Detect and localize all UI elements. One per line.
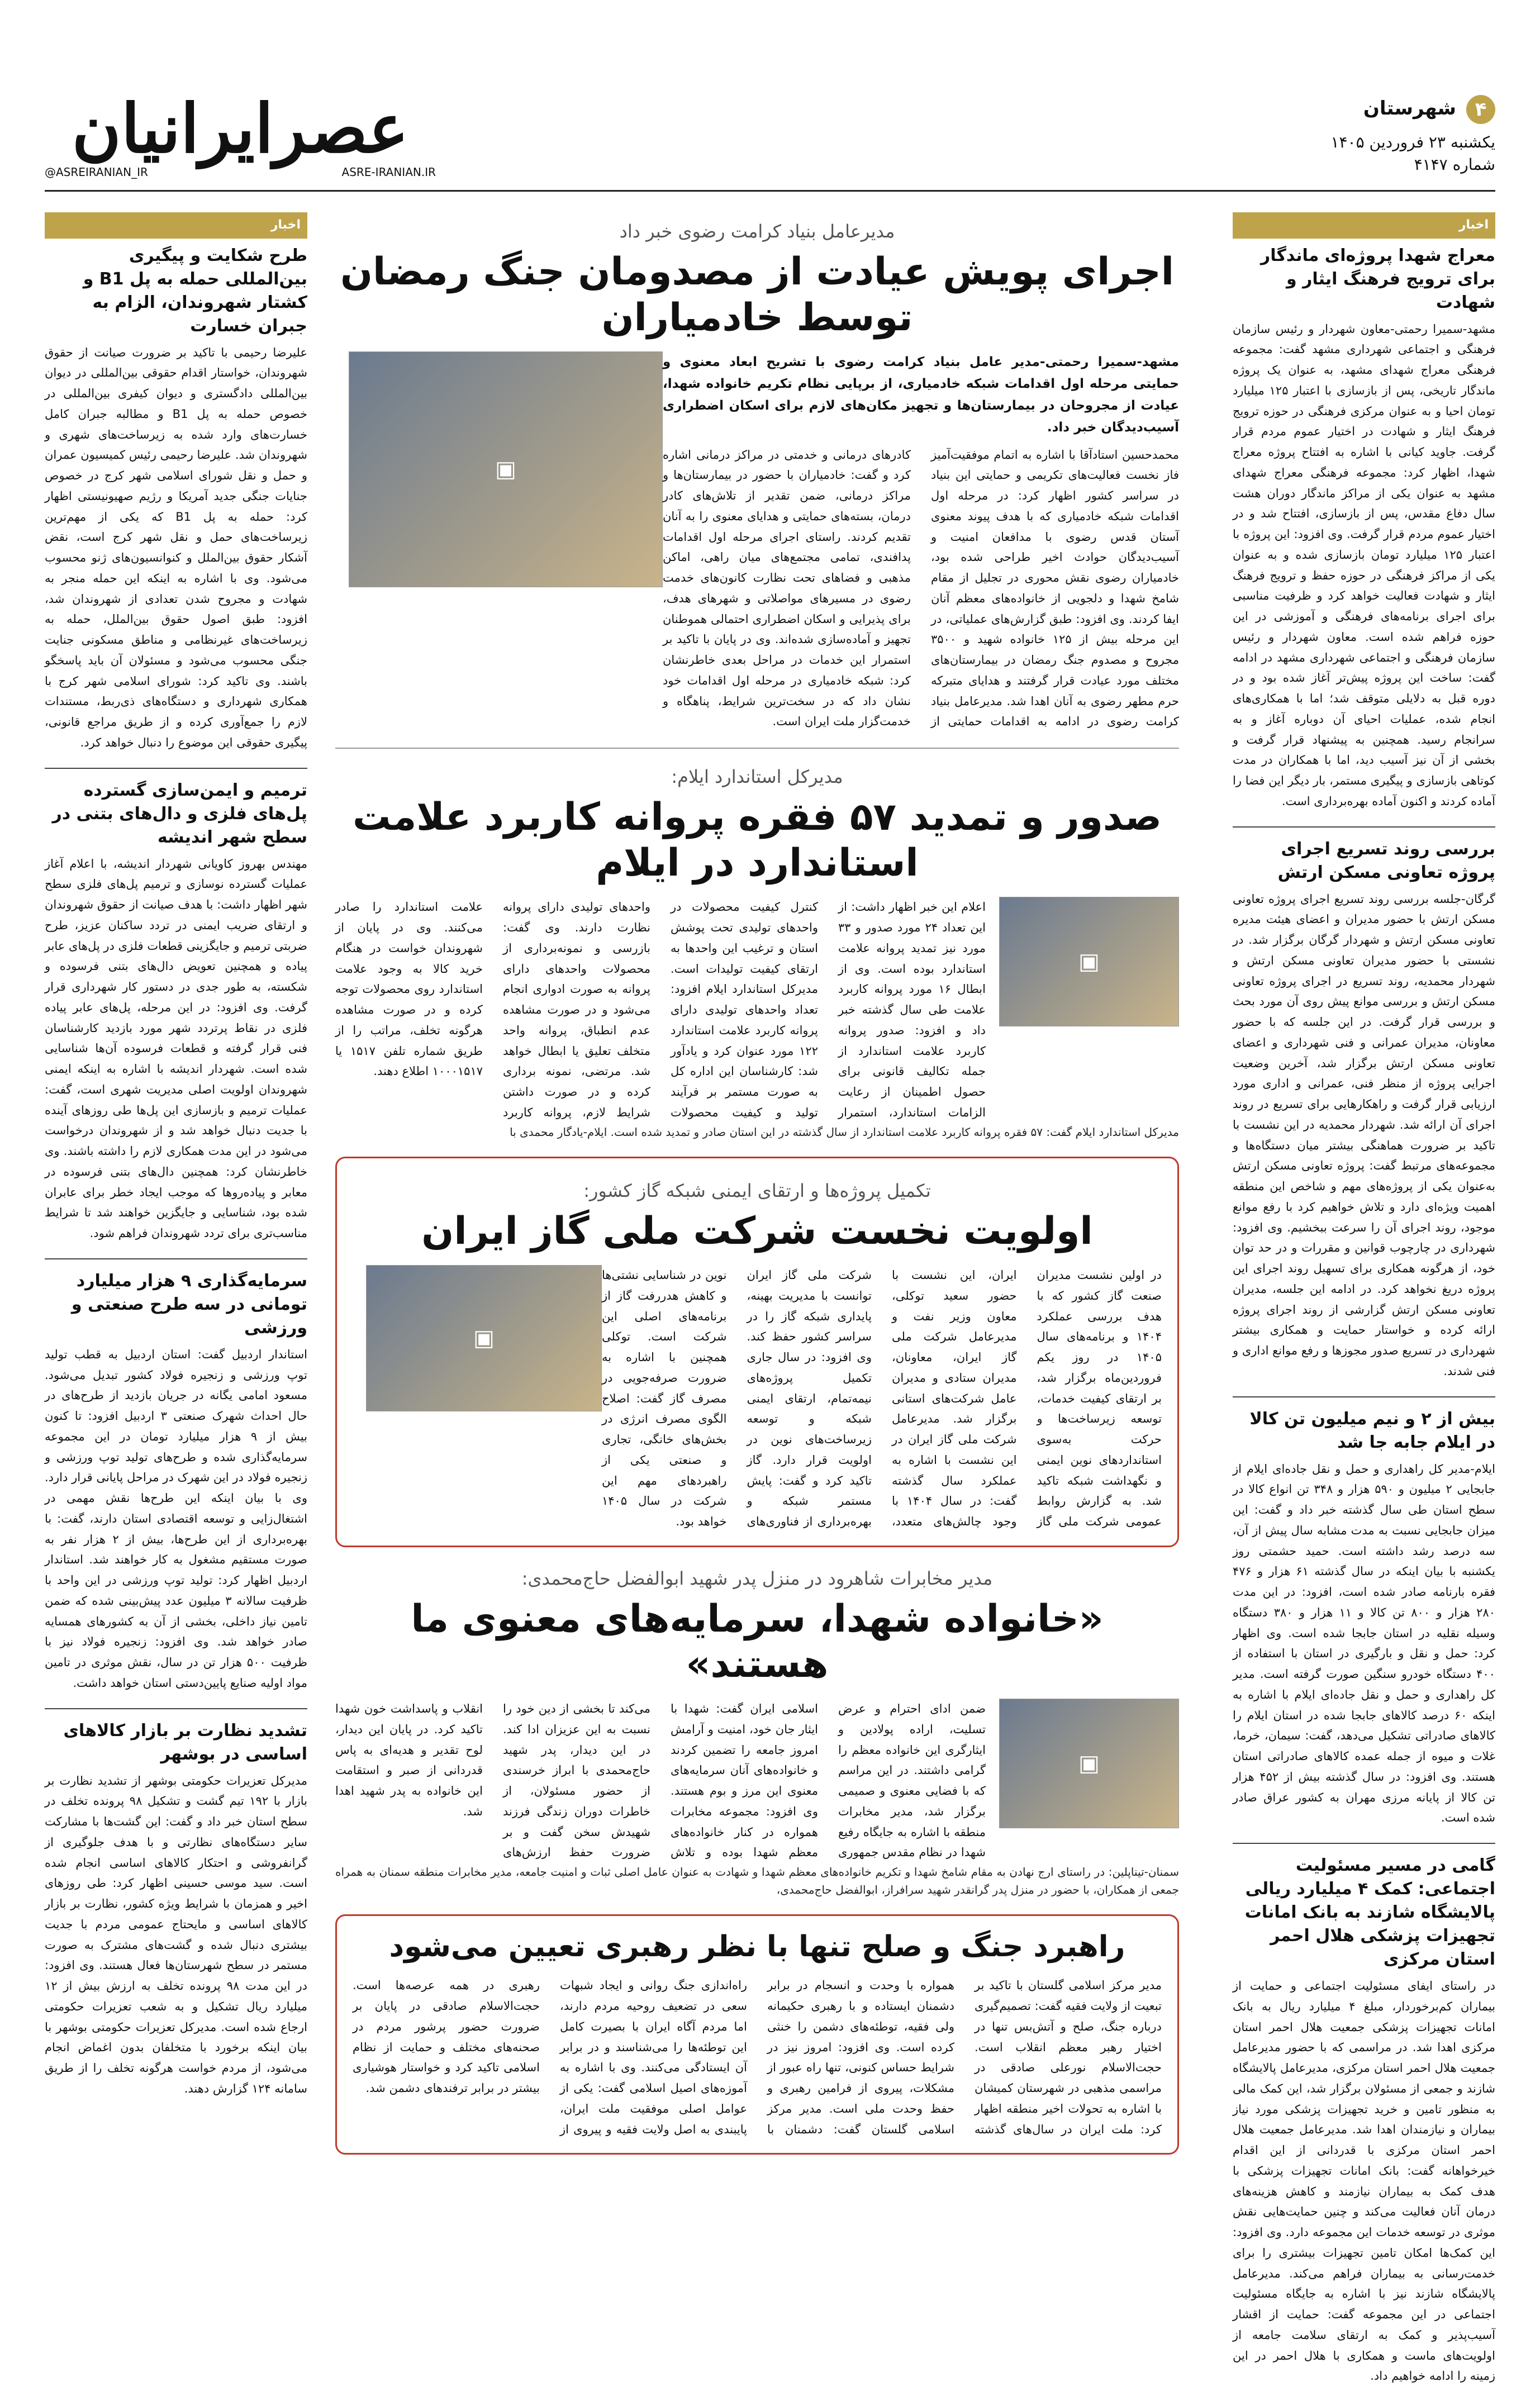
photo-placeholder-icon: ▣ [1078, 1751, 1100, 1777]
photo-caption: سمنان-تیناپلین: در راستای ارج نهادن به مقام شامخ شهدا و تکریم خانواده‌های معظم شهدا و شهادت به عنوان عامل اصلی ثبات و امنیت جامعه، مدیر مخابرات منطقه سمنان به همراه جمعی از همکاران، با حضور در منزل پدر گرانقدر شهید سرافراز، ابوالفضل حاج‌محمدی، [335, 1865, 1179, 1897]
story-photo [999, 1699, 1179, 1828]
section-name: شهرستان [1363, 97, 1456, 120]
side-story-headline: بررسی روند تسریع اجرای پروژه تعاونی مسکن ارتش [1277, 839, 1495, 882]
side-story-body: در راستای ایفای مسئولیت اجتماعی و حمایت از بیماران کم‌برخوردار، مبلغ ۴ میلیارد ریال به بانک امانات تجهیزات پزشکی جمعیت هلال احمر استان مرکزی اهدا شد. در مراسمی که با حضور مدیرعامل جمعیت هلال احمر استان مرکزی، مدیرعامل پالایشگاه شازند و جمعی از مسئولان برگزار شد، این کمک مالی به منظور تامین و خرید تجهیزات پزشکی مورد نیاز بیماران و نیازمندان اهدا شد. مدیرعامل جمعیت هلال احمر استان مرکزی با قدردانی از این اقدام خیرخواهانه گفت: بانک امانات تجهیزات پزشکی با هدف کمک به بیماران نیازمند و کاهش هزینه‌های درمان آنان فعالیت می‌کند و چنین حمایت‌هایی نقش موثری در توسعه خدمات این مجموعه دارد. وی افزود: این کمک‌ها امکان تامین تجهیزات بیشتری را برای خدمت‌رسانی به بیماران فراهم می‌کند. مدیرعامل پالایشگاه شازند نیز با اشاره به جایگاه مسئولیت اجتماعی در این مجموعه گفت: حمایت از اقشار آسیب‌پذیر و کمک به ارتقای سلامت جامعه از اولویت‌های ماست و همکاری با هلال احمر در این زمینه را ادامه خواهیم داد. [1233, 1979, 1495, 2383]
story-headline: «خانواده شهدا، سرمایه‌های معنوی ما هستند» [411, 1596, 1104, 1687]
center-column [335, 212, 1179, 2170]
story-headline: اجرای پویش عیادت از مصدومان جنگ رمضان توسط خادمیاران [340, 250, 1175, 340]
standards-story [335, 761, 1179, 1140]
photo-placeholder-icon: ▣ [495, 457, 516, 483]
story-kicker: مدیرعامل بنیاد کرامت رضوی خبر داد [619, 221, 895, 242]
story-headline: صدور و تمدید ۵۷ فقره پروانه کاربرد علامت استاندارد در ایلام [353, 795, 1162, 885]
divider [335, 748, 1179, 749]
side-story-body: ایلام-مدیر کل راهداری و حمل و نقل جاده‌ای ایلام از جابجایی ۲ میلیون و ۵۹۰ هزار و ۳۴۸ تن انواع کالا در سطح استان طی سال گذشته خبر داد و گفت: این میزان جابجایی نسبت به مدت مشابه سال پیش از آن، سه درصد رشد داشته است. حمید حشمتی روز یکشنبه با بیان اینکه در سال گذشته ۶۱ هزار و ۴۷۶ فقره بارنامه صادر شده است، افزود: در این مدت ۲۸۰ هزار و ۸۰۰ تن کالا و ۱۱ هزار و ۳۸۰ دستگاه وسیله نقلیه در استان جابجا شده است. وی اظهار کرد: حمل و نقل و بارگیری در استان با استفاده از ۴۰۰ دستگاه خودرو سنگین صورت گرفته است. مدیر کل راهداری و حمل و نقل جاده‌ای ایلام با اشاره به اینکه ۶۰ درصد کالاهای جابجا شده در استان ایلام را کالاهای صادراتی تشکیل می‌دهد، گفت: سیمان، خرما، غلات و میوه از جمله عمده کالاهای صادراتی استان هستند. وی افزود: در سال گذشته بیش از ۴۵۲ هزار تن کالا از پایانه مرزی مهران به کشور عراق صادر شده است. [1233, 1462, 1496, 1825]
divider [45, 1708, 307, 1709]
story-photo [366, 1265, 602, 1411]
section-number-badge: ۴ [1466, 95, 1495, 124]
issue-number: شماره ۴۱۴۷ [1414, 155, 1495, 174]
side-story-headline: طرح شکایت و پیگیری بین‌المللی حمله به پل B1 و کشتار شهروندان، الزام به جبران خسارت [83, 245, 307, 336]
story-kicker: مدیرکل استاندارد ایلام: [671, 766, 843, 788]
masthead-info [1182, 84, 1495, 179]
photo-placeholder-icon: ▣ [1078, 949, 1100, 975]
side-story-headline: بیش از ۲ و نیم میلیون تن کالا در ایلام جابه جا شد [1249, 1409, 1495, 1452]
side-story-body: مشهد-سمیرا رحمتی-معاون شهردار و رئیس سازمان فرهنگی و اجتماعی شهرداری مشهد گفت: مجموعه فرهنگی معراج شهدای مشهد، به عنوان یک پروژه ماندگار تاریخی، پس از بازسازی با اعتبار ۱۲۵ میلیارد تومان احیا و به عنوان مرکزی فرهنگی در حوزه ترویج فرهنگ ایثار و شهادت در اختیار عموم مردم قرار گرفت. جاوید کیانی با اشاره به افتتاح پروژه معراج شهدا، اظهار کرد: مجموعه فرهنگی معراج شهدای مشهد به عنوان یکی از مراکز ماندگار دوران هشت سال دفاع مقدس، پس از بازسازی، افتتاح شد و در اختیار عموم مردم قرار گرفت. وی افزود: این پروژه با اعتبار ۱۲۵ میلیارد تومان بازسازی شده و به عنوان یکی از مراکز فرهنگی در حوزه حفظ و ترویج فرهنگ ایثار و شهادت فعالیت خواهد کرد و ظرفیت مناسبی برای اجرای برنامه‌های فرهنگی و آموزشی در این حوزه فراهم شده است. معاون شهردار و رئیس سازمان فرهنگی و اجتماعی شهرداری مشهد در ادامه گفت: ساخت این پروژه پیش‌تر آغاز شده بود و در دوره قبل به دلایلی متوقف شد؛ اما با همکاری‌های انجام شده، عملیات احیای آن دوباره آغاز و به سرانجام رسید. همچنین به پیشنهاد قرار گرفت و بخشی از آن نیز آسیب دید، اما با همکاران در مدت کوتاهی بازسازی و پیگیری مستمر، بار دیگر این فضا را آماده کردند و اکنون آماده بهره‌برداری است. [1233, 322, 1495, 808]
leadership-story [335, 1914, 1179, 2155]
photo-caption: مدیرکل استاندارد ایلام گفت: ۵۷ فقره پروانه کاربرد علامت استاندارد از سال گذشته در این استان صادر و تمدید شده است. ایلام-یادگار محمدی با [510, 1125, 1179, 1139]
martyr-family-story [335, 1563, 1179, 1899]
side-story-headline: سرمایه‌گذاری ۹ هزار میلیارد تومانی در سه طرح صنعتی و ورزشی [71, 1271, 307, 1338]
divider [1233, 1396, 1495, 1397]
side-story-headline: ترمیم و ایمن‌سازی گسترده پل‌های فلزی و دال‌های بتنی در سطح شهر اندیشه [52, 780, 307, 847]
lead-story [335, 216, 1179, 732]
story-body: اعلام این خبر اظهار داشت: از این تعداد ۲۴ مورد صدور و ۳۳ مورد نیز تمدید پروانه علامت استاندارد بوده است. وی از ابطال ۱۶ مورد پروانه کاربرد علامت طی سال گذشته خبر داد و افزود: صدور پروانه کاربرد علامت استاندارد از جمله تکالیف قانونی برای حصول اطمینان از رعایت الزامات استاندارد، استمرار کنترل کیفیت محصولات در واحدهای تولیدی تحت پوشش استان و ترغیب این واحدها به ارتقای کیفیت تولیدات است. مدیرکل استاندارد ایلام افزود: تعداد واحدهای تولیدی دارای پروانه کاربرد علامت استاندارد ۱۲۲ مورد عنوان کرد و یادآور شد: کارشناسان این اداره کل به صورت مستمر بر فرآیند تولید و کیفیت محصولات واحدهای تولیدی دارای پروانه نظارت دارند. وی گفت: بازرسی و نمونه‌برداری از محصولات واحدهای دارای پروانه به صورت ادواری انجام می‌شود و در صورت مشاهده عدم انطباق، پروانه واحد متخلف تعلیق یا ابطال خواهد شد. مرتضی، نمونه برداری کرده و در صورت داشتن شرایط لازم، پروانه کاربرد علامت استاندارد را صادر می‌کنند. وی در پایان از شهروندان خواست در هنگام خرید کالا به وجود علامت استاندارد روی محصولات توجه کرده و در صورت مشاهده هرگونه تخلف، مراتب را از طریق شماره تلفن ۱۵۱۷ یا ۱۰۰۰۱۵۱۷ اطلاع دهند. [335, 900, 986, 1119]
divider [45, 1258, 307, 1259]
story-body: محمدحسین استادآقا با اشاره به اتمام موفقیت‌آمیز فاز نخست فعالیت‌های تکریمی و حمایتی این بنیاد در سراسر کشور اظهار کرد: در مرحله اول اقدامات شبکه خادمیاری که با هدف پیوند معنوی آستان قدس رضوی با مدافعان امنیت و آسیب‌دیدگان حوادث اخیر طراحی شده بود، خادمیاران رضوی نقش محوری در تجلیل از مقام شامخ شهدا و دلجویی از خانواده‌های معظم آنان ایفا کردند. وی افزود: طبق گزارش‌های عملیاتی، در این مرحله بیش از ۱۲۵ خانواده شهید و ۳۵۰۰ مجروح و مصدوم جنگ رمضان در بیمارستان‌های مختلف مورد عیادت قرار گرفتند و هدایای متبرکه حرم مطهر رضوی به آنان اهدا شد. مدیرعامل بنیاد کرامت رضوی در ادامه به اقدامات حمایتی از کادرهای درمانی و خدمتی در مراکز درمانی اشاره کرد و گفت: خادمیاران با حضور در بیمارستان‌ها و مراکز درمانی، ضمن تقدیر از تلاش‌های کادر درمان، بسته‌های حمایتی و هدایای معنوی را به آنان تقدیم کردند. راستای اجرای مرحله اول اقدامات پدافندی، تمامی مجتمع‌های میان راهی، اماکن مذهبی و فضاهای تحت نظارت کانون‌های خدمت رضوی در مسیرهای مواصلاتی و شهرهای هدف، برای پذیرایی و اسکان اضطراری احتمالی هموطنان تجهیز و آماده‌سازی شده‌اند. وی در پایان با تاکید بر استمرار این خدمات در مراحل بعدی خاطرنشان کرد: شبکه خادمیاری در مرحله اول اقدامات خود نشان داد که در سخت‌ترین شرایط، پناهگاه و خدمت‌گزار ملت ایران است. [663, 448, 1179, 729]
story-headline: راهبرد جنگ و صلح تنها با نظر رهبری تعیین می‌شود [389, 1930, 1125, 1964]
side-story-body: مهندس بهروز کاویانی شهردار اندیشه، با اعلام آغاز عملیات گسترده نوسازی و ترمیم پل‌های فلزی سطح شهر اظهار داشت: با هدف صیانت از حقوق شهروندان و ارتقای ضریب ایمنی در تردد ساکنان عزیز، طرح ضربتی ترمیم و جایگزینی قطعات فلزی در پل‌های عابر پیاده و همچنین تعویض دال‌های بتنی فرسوده و شکسته، به طور جدی در دستور کار شهرداری قرار گرفت. وی افزود: در این مرحله، پل‌های عابر پیاده فلزی در نقاط پرتردد شهر مورد بازدید کارشناسان فنی قرار گرفته و قطعات فرسوده آن‌ها شناسایی شده است. شهردار اندیشه با اشاره به اینکه ایمنی شهروندان اولویت اصلی مدیریت شهری است، گفت: عملیات ترمیم و بازسازی این پل‌ها طی روزهای آینده با جدیت دنبال خواهد شد و از شهروندان درخواست می‌شود در این مدت همکاری لازم را داشته باشند. وی خاطرنشان کرد: همچنین دال‌های بتنی فرسوده در معابر و پیاده‌روها که موجب ایجاد خطر برای عابران شده بود، شناسایی و جایگزین خواهند شد تا شرایط مناسب‌تری برای تردد شهروندان فراهم شود. [45, 857, 307, 1240]
website-address: ASRE-IRANIAN.IR [341, 165, 436, 179]
story-kicker: مدیر مخابرات شاهرود در منزل پدر شهید ابوالفضل حاج‌محمدی: [521, 1567, 993, 1589]
masthead-rule [45, 190, 1495, 192]
newspaper-logo [45, 84, 436, 179]
side-story-body: گرگان-جلسه بررسی روند تسریع اجرای پروژه تعاونی مسکن ارتش با حضور مدیران و اعضای هیئت مدیره تعاونی مسکن ارتش و شهردار گرگان برگزار شد. در نشستی با حضور مدیران تعاونی مسکن ارتش و شهردار محمدیه، روند تسریع در اجرای پروژه تعاونی مسکن ارتش و بررسی موانع پیش روی آن مورد بحث و بررسی قرار گرفت. در این جلسه که با حضور معاونان، مدیران عمرانی و فنی شهرداری و اعضای تعاونی مسکن ارتش برگزار شد، آخرین وضعیت اجرایی پروژه از منظر فنی، عمرانی و اداری مورد ارزیابی قرار گرفت و راهکارهایی برای تسریع در روند اجرای آن ارائه شد. شهردار محمدیه در این نشست با تاکید بر ضرورت هماهنگی بیشتر میان دستگاه‌ها و مجموعه‌های مرتبط گفت: پروژه تعاونی مسکن ارتش به‌عنوان یکی از پروژه‌های مهم و شاخص این منطقه اهمیت ویژه‌ای دارد و تلاش خواهیم کرد با رفع موانع موجود، روند اجرای آن را سرعت ببخشیم. وی افزود: شهرداری در چارچوب قوانین و مقررات و در حد توان خود، از هرگونه همکاری برای تسهیل روند اجرای این پروژه دریغ نخواهد کرد. در ادامه این جلسه، مدیران تعاونی مسکن ارتش گزارشی از روند اجرای پروژه ارائه کرده و خواستار حمایت و همکاری بیشتر شهرداری در تسریع صدور مجوزها و رفع موانع اداری و فنی شدند. [1233, 892, 1495, 1378]
column-tag: اخبار [1233, 212, 1495, 239]
story-photo [999, 897, 1179, 1026]
story-lead: مشهد-سمیرا رحمتی-مدیر عامل بنیاد کرامت رضوی با تشریح ابعاد معنوی و حمایتی مرحله اول اقدامات شبکه خادمیاری، از برپایی نظام تکریم خانواده شهدا، عیادت از مجروحان در بیمارستان‌ها و تجهیز مکان‌های لازم برای اسکان اضطراری آسیب‌دیدگان خبر داد. [663, 355, 1179, 435]
masthead [45, 84, 1495, 179]
side-story-headline: گامی در مسیر مسئولیت اجتماعی: کمک ۴ میلیارد ریالی پالایشگاه شازند به بانک امانات تجهیزات پزشکی هلال احمر استان مرکزی [1244, 1856, 1495, 1969]
side-story-headline: معراج شهدا پروژه‌ای ماندگار برای ترویج فرهنگ ایثار و شهادت [1260, 245, 1495, 312]
divider [45, 768, 307, 769]
gas-company-story [335, 1157, 1179, 1547]
logo-handles [45, 165, 436, 179]
side-story-headline: تشدید نظارت بر بازار کالاهای اساسی در بوشهر [63, 1720, 307, 1764]
logo-wordmark: عصرایرانیان [72, 89, 409, 168]
social-handle: @ASREIRANIAN_IR [45, 165, 148, 179]
left-news-column [45, 212, 307, 2114]
side-story-body: استاندار اردبیل گفت: استان اردبیل به قطب تولید توپ ورزشی و زنجیره فولاد کشور تبدیل می‌شود. مسعود امامی یگانه در جریان بازدید از طرح‌های در حال احداث شهرک صنعتی ۳ اردبیل افزود: تا کنون بیش از ۹ هزار میلیارد تومان در این مجموعه سرمایه‌گذاری شده و طرح‌های تولید توپ ورزشی و زنجیره فولاد در این شهرک در مراحل پایانی قرار دارد. وی با بیان اینکه این طرح‌ها نقش مهمی در اشتغال‌زایی و توسعه اقتصادی استان دارند، گفت: با بهره‌برداری از این طرح‌ها، بیش از ۲ هزار نفر به صورت مستقیم مشغول به کار خواهند شد. استاندار اردبیل اظهار کرد: تولید توپ ورزشی در این واحد با ظرفیت سالانه ۳ میلیون عدد پیش‌بینی شده که ضمن تامین نیاز داخلی، بخشی از آن به کشورهای همسایه صادر خواهد شد. وی افزود: زنجیره فولاد نیز با ظرفیت ۵۰۰ هزار تن در سال، نقش موثری در تامین مواد اولیه صنایع پایین‌دستی استان خواهد داشت. [45, 1347, 307, 1690]
story-headline: اولویت نخست شرکت ملی گاز ایران [421, 1209, 1093, 1253]
side-story-body: مدیرکل تعزیرات حکومتی بوشهر از تشدید نظارت بر بازار با ۱۹۲ تیم گشت و تشکیل ۹۸ پرونده تخلف در سطح استان خبر داد و گفت: این گشت‌ها با مشارکت سایر دستگاه‌های نظارتی و با هدف جلوگیری از گرانفروشی و احتکار کالاهای اساسی انجام شده است. سید موسی حسینی اظهار کرد: طی روزهای اخیر و همزمان با شرایط ویژه کشور، نظارت بر بازار کالاهای اساسی و مایحتاج عمومی مردم با جدیت بیشتری دنبال شده و گشت‌های مشترک به صورت مستمر در سطح شهرستان‌ها فعال هستند. وی افزود: در این مدت ۹۸ پرونده تخلف به ارزش بیش از ۱۲ میلیارد ریال تشکیل و به شعب تعزیرات حکومتی ارجاع شده است. مدیرکل تعزیرات حکومتی بوشهر با بیان اینکه برخورد با متخلفان بدون اغماض انجام می‌شود، از مردم خواست هرگونه تخلف را از طریق سامانه ۱۲۴ گزارش دهند. [45, 1774, 307, 2095]
column-tag: اخبار [45, 212, 307, 239]
story-body: مدیر مرکز اسلامی گلستان با تاکید بر تبعیت از ولایت فقیه گفت: تصمیم‌گیری درباره جنگ، صلح و آتش‌بس تنها در اختیار رهبر معظم انقلاب است. حجت‌الاسلام نورعلی صادقی در مراسمی مذهبی در شهرستان کمیشان با اشاره به تحولات اخیر منطقه اظهار کرد: ملت ایران در سال‌های گذشته همواره با وحدت و انسجام در برابر دشمنان ایستاده و با رهبری حکیمانه ولی فقیه، توطئه‌های دشمن را خنثی کرده است. وی افزود: امروز نیز در شرایط حساس کنونی، تنها راه عبور از مشکلات، پیروی از فرامین رهبری و حفظ وحدت ملی است. مدیر مرکز اسلامی گلستان گفت: دشمنان با راه‌اندازی جنگ روانی و ایجاد شبهات سعی در تضعیف روحیه مردم دارند، اما مردم آگاه ایران با بصیرت کامل این توطئه‌ها را می‌شناسند و در برابر آن ایستادگی می‌کنند. وی با اشاره به آموزه‌های اصیل اسلامی گفت: یکی از عوامل اصلی موفقیت ملت ایران، پایبندی به اصل ولایت فقیه و پیروی از رهبری در همه عرصه‌ها است. حجت‌الاسلام صادقی در پایان بر ضرورت حضور پرشور مردم در صحنه‌های مختلف و حمایت از نظام اسلامی تاکید کرد و خواستار هوشیاری بیشتر در برابر ترفندهای دشمن شد. [353, 1979, 1162, 2136]
divider [1233, 826, 1495, 828]
story-kicker: تکمیل پروژه‌ها و ارتقای ایمنی شبکه گاز کشور: [583, 1180, 931, 1201]
story-body: در اولین نشست مدیران صنعت گاز کشور که با هدف بررسی عملکرد ۱۴۰۴ و برنامه‌های سال ۱۴۰۵ در روز یکم فروردین‌ماه برگزار شد، بر ارتقای کیفیت خدمات، توسعه زیرساخت‌ها و حرکت به‌سوی استانداردهای نوین ایمنی و نگهداشت شبکه تاکید شد. به گزارش روابط عمومی شرکت ملی گاز ایران، این نشست با حضور سعید توکلی، معاون وزیر نفت و مدیرعامل شرکت ملی گاز ایران، معاونان، مدیران ستادی و مدیران عامل شرکت‌های استانی برگزار شد. مدیرعامل شرکت ملی گاز ایران در این نشست با اشاره به عملکرد سال گذشته گفت: در سال ۱۴۰۴ با وجود چالش‌های متعدد، شرکت ملی گاز ایران توانست با مدیریت بهینه، پایداری شبکه گاز را در سراسر کشور حفظ کند. وی افزود: در سال جاری تکمیل پروژه‌های نیمه‌تمام، ارتقای ایمنی شبکه و توسعه زیرساخت‌های نوین در اولویت قرار دارد. گاز تاکید کرد و گفت: پایش مستمر شبکه و بهره‌برداری از فناوری‌های نوین در شناسایی نشتی‌ها و کاهش هدررفت گاز از برنامه‌های اصلی این شرکت است. توکلی همچنین با اشاره به ضرورت صرفه‌جویی در مصرف گاز گفت: اصلاح الگوی مصرف انرژی در بخش‌های خانگی، تجاری و صنعتی یکی از راهبردهای مهم این شرکت در سال ۱۴۰۵ خواهد بود. [602, 1268, 1162, 1529]
story-photo [349, 351, 663, 587]
story-body: ضمن ادای احترام و عرض تسلیت، اراده پولادین و ایثارگری این خانواده معظم را گرامی داشتند. در این مراسم که با فضایی معنوی و صمیمی برگزار شد، مدیر مخابرات منطقه با اشاره به جایگاه رفیع شهدا در نظام مقدس جمهوری اسلامی ایران گفت: شهدا با ایثار جان خود، امنیت و آرامش امروز جامعه را تضمین کردند و خانواده‌های آنان سرمایه‌های معنوی این مرز و بوم هستند. وی افزود: مجموعه مخابرات همواره در کنار خانواده‌های معظم شهدا بوده و تلاش می‌کند تا بخشی از دین خود را نسبت به این عزیزان ادا کند. در این دیدار، پدر شهید حاج‌محمدی با ابراز خرسندی از حضور مسئولان، از خاطرات دوران زندگی فرزند شهیدش سخن گفت و بر ضرورت حفظ ارزش‌های انقلاب و پاسداشت خون شهدا تاکید کرد. در پایان این دیدار، لوح تقدیر و هدیه‌ای به پاس قدردانی از صبر و استقامت این خانواده به پدر شهید اهدا شد. [335, 1702, 986, 1860]
photo-placeholder-icon: ▣ [473, 1325, 495, 1352]
right-news-column [1233, 212, 1495, 2401]
divider [1233, 1843, 1495, 1844]
side-story-body: علیرضا رحیمی با تاکید بر ضرورت صیانت از حقوق شهروندان، خواستار اقدام حقوقی بین‌المللی در دیوان بین‌المللی دادگستری و دیوان کیفری بین‌المللی در خصوص حمله به پل B1 و مطالبه جبران کامل خسارت‌های وارد شده به زیرساخت‌های شهری و شهروندان شد. علیرضا رحیمی رئیس کمیسیون عمران و حمل و نقل شورای اسلامی شهر کرج در خصوص جنایات جنگی جدید آمریکا و رژیم صهیونیستی اظهار کرد: حمله به پل B1 که یکی از مهم‌ترین زیرساخت‌های حمل و نقل شهر کرج است، نقض آشکار حقوق بین‌الملل و کنوانسیون‌های ژنو محسوب می‌شود. وی با اشاره به اینکه این حمله منجر به شهادت و مجروح شدن تعدادی از شهروندان شد، افزود: طبق اصول حقوق بین‌الملل، حمله به زیرساخت‌های غیرنظامی و مناطق مسکونی جنایت جنگی محسوب می‌شود و مسئولان آن باید پاسخگو باشند. وی تاکید کرد: شورای اسلامی شهر کرج با همکاری شهرداری و دستگاه‌های ذی‌ربط، مستندات لازم را جمع‌آوری کرده و از طریق مراجع قانونی، پیگیری حقوقی این موضوع را دنبال خواهد کرد. [45, 345, 307, 749]
issue-date: یکشنبه ۲۳ فروردین ۱۴۰۵ [1330, 133, 1495, 151]
